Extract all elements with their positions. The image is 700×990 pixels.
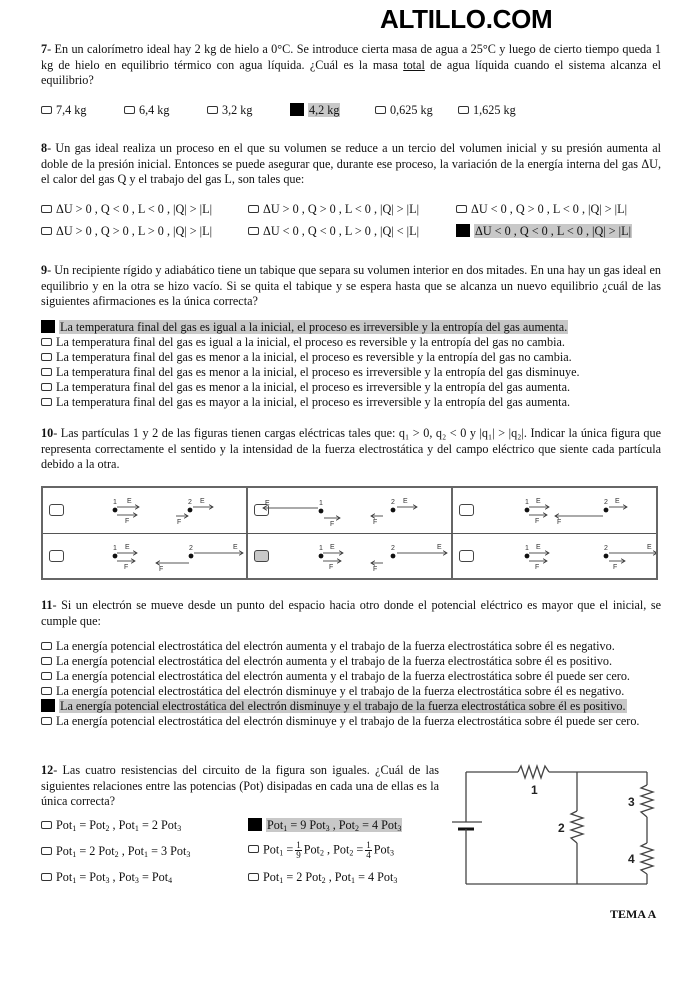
svg-text:F: F	[373, 566, 378, 573]
svg-text:E: E	[200, 498, 205, 505]
q11-option-3[interactable]: La energía potencial electrostática del electrón aumenta y el trabajo de la fuerza electrostática sobre él puede ser cero.	[41, 669, 630, 684]
resistor-3-icon	[641, 785, 653, 817]
svg-text:F: F	[159, 566, 164, 573]
svg-text:1: 1	[319, 500, 323, 507]
checkbox-checked-icon[interactable]	[290, 103, 304, 116]
resistor-2-icon	[571, 811, 583, 843]
q12-option-3[interactable]: Pot$_1$ = 2 Pot$_2$ , Pot$_1$ = 3 Pot$_3$	[41, 844, 190, 859]
q7-option-6[interactable]: 1,625 kg	[458, 103, 516, 118]
q8-option-3[interactable]: ΔU < 0 , Q > 0 , L < 0 , |Q| > |L|	[456, 202, 627, 217]
svg-text:2: 2	[391, 499, 395, 506]
question-9-text: 9- Un recipiente rígido y adiabático tiene un tabique que separa su volumen interior en dos mitades. En una hay un gas ideal en equilibrio y en la otra se hizo vacío. Si se quita el tabique y se espera hasta que se alcanza un nuevo equilibrio ¿cuál de las siguientes afirmaciones es la única correcta?	[41, 263, 662, 308]
q9-option-4[interactable]: La temperatura final del gas es menor a la inicial, el proceso es irreversible y la entropía del gas disminuye.	[41, 365, 580, 380]
checkbox-icon[interactable]	[458, 106, 469, 114]
svg-text:F: F	[535, 518, 540, 525]
checkbox-icon[interactable]	[248, 873, 259, 881]
svg-text:F: F	[177, 519, 182, 526]
svg-text:1: 1	[319, 545, 323, 552]
q7-option-1[interactable]: 7,4 kg	[41, 103, 86, 118]
svg-text:F: F	[329, 564, 334, 571]
question-10-text: 10- Las partículas 1 y 2 de las figuras tienen cargas eléctricas tales que: q₁ > 0, q₂ < 0 y |q₁| > |q₂|. Indicar la única figura que representa correctamente el sentido y la intensidad de la fuerza electrostática y del campo eléctrico que siente cada partícula debido a la otra.	[41, 426, 661, 471]
svg-text:F: F	[373, 519, 378, 526]
svg-text:F: F	[124, 564, 129, 571]
resistor-3-label: 3	[628, 795, 635, 809]
checkbox-checked-icon[interactable]	[456, 224, 470, 237]
svg-text:E: E	[125, 544, 130, 551]
checkbox-icon[interactable]	[248, 227, 259, 235]
q11-option-6[interactable]: La energía potencial electrostática del electrón disminuye y el trabajo de la fuerza electrostática sobre él puede ser cero.	[41, 714, 661, 729]
resistor-4-icon	[641, 843, 653, 874]
checkbox-icon[interactable]	[41, 672, 52, 680]
svg-text:E: E	[536, 498, 541, 505]
resistor-1-label: 1	[531, 783, 538, 797]
q9-option-2[interactable]: La temperatura final del gas es igual a la inicial, el proceso es reversible y la entropía del gas no cambia.	[41, 335, 565, 350]
q9-option-1-selected[interactable]: La temperatura final del gas es igual a la inicial, el proceso es irreversible y la entropía del gas aumenta.	[41, 320, 568, 335]
checkbox-icon[interactable]	[41, 106, 52, 114]
checkbox-icon[interactable]	[41, 687, 52, 695]
q9-option-3[interactable]: La temperatura final del gas es menor a la inicial, el proceso es reversible y la entropía del gas no cambia.	[41, 350, 572, 365]
checkbox-icon[interactable]	[41, 383, 52, 391]
svg-text:E: E	[233, 544, 238, 551]
fraction-one-ninth: $\frac{1}{9}$	[296, 840, 301, 860]
question-12-text: 12- Las cuatro resistencias del circuito de la figura son iguales. ¿Cuál de las siguientes relaciones entre las potencias (Pot) disipadas en cada una de ellas es la única correcta?	[41, 763, 439, 808]
question-8-text: 8- Un gas ideal realiza un proceso en el que su volumen se reduce a un tercio del volumen inicial y su presión aumenta al doble de la presión inicial. Entonces se puede asegurar que, durante ese proceso, la variación de la energía interna del gas ΔU, el calor del gas Q y el trabajo del gas L, son tales que:	[41, 141, 661, 186]
q11-option-4[interactable]: La energía potencial electrostática del electrón disminuye y el trabajo de la fuerza electrostática sobre él es negativo.	[41, 684, 624, 699]
svg-text:2: 2	[604, 499, 608, 506]
q7-option-3[interactable]: 3,2 kg	[207, 103, 252, 118]
q8-option-4[interactable]: ΔU > 0 , Q > 0 , L > 0 , |Q| > |L|	[41, 224, 212, 239]
checkbox-icon[interactable]	[41, 368, 52, 376]
q12-option-4[interactable]: Pot$_1$ = $\frac{1}{9}$ Pot$_2$ , Pot$_2$ = $\frac{1}{4}$ Pot$_3$	[248, 841, 394, 860]
question-7-text: 7- En un calorímetro ideal hay 2 kg de hielo a 0°C. Se introduce cierta masa de agua a 25°C y luego de cierto tiempo queda 1 kg de hielo en equilibrio térmico con agua líquida. ¿Cuál es la masa total de agua líquida cuando el sistema alcanza el equilibrio?	[41, 42, 661, 87]
resistor-4-label: 4	[628, 852, 635, 866]
q10-vector-diagrams	[43, 488, 656, 578]
checkbox-icon[interactable]	[124, 106, 135, 114]
svg-text:1: 1	[525, 545, 529, 552]
svg-text:E: E	[437, 544, 442, 551]
checkbox-icon[interactable]	[207, 106, 218, 114]
checkbox-icon[interactable]	[375, 106, 386, 114]
q8-option-6-selected[interactable]: ΔU < 0 , Q < 0 , L < 0 , |Q| > |L|	[456, 224, 632, 239]
svg-text:F: F	[613, 564, 618, 571]
svg-text:1: 1	[113, 499, 117, 506]
q8-option-5[interactable]: ΔU < 0 , Q < 0 , L > 0 , |Q| < |L|	[248, 224, 419, 239]
svg-text:2: 2	[189, 545, 193, 552]
q7-option-5[interactable]: 0,625 kg	[375, 103, 433, 118]
svg-text:2: 2	[391, 545, 395, 552]
svg-text:2: 2	[188, 499, 192, 506]
checkbox-icon[interactable]	[41, 205, 52, 213]
q11-option-2[interactable]: La energía potencial electrostática del electrón aumenta y el trabajo de la fuerza electrostática sobre él es positivo.	[41, 654, 612, 669]
svg-text:E: E	[536, 544, 541, 551]
q9-option-6[interactable]: La temperatura final del gas es mayor a la inicial, el proceso es irreversible y la entropía del gas aumenta.	[41, 395, 570, 410]
q11-option-1[interactable]: La energía potencial electrostática del electrón aumenta y el trabajo de la fuerza electrostática sobre él es negativo.	[41, 639, 615, 654]
resistor-2-label: 2	[558, 821, 565, 835]
checkbox-checked-icon[interactable]	[41, 320, 55, 333]
checkbox-icon[interactable]	[41, 227, 52, 235]
q8-option-1[interactable]: ΔU > 0 , Q < 0 , L < 0 , |Q| > |L|	[41, 202, 212, 217]
q7-option-2[interactable]: 6,4 kg	[124, 103, 169, 118]
svg-text:2: 2	[604, 545, 608, 552]
q12-option-2-selected[interactable]: Pot$_1$ = 9 Pot$_3$ , Pot$_2$ = 4 Pot$_3$	[248, 818, 402, 833]
checkbox-icon[interactable]	[41, 847, 52, 855]
question-11-text: 11- Si un electrón se mueve desde un punto del espacio hacia otro donde el potencial eléctrico es mayor que el inicial, se cumple que:	[41, 598, 661, 628]
svg-text:F: F	[535, 564, 540, 571]
checkbox-icon[interactable]	[41, 338, 52, 346]
svg-text:1: 1	[113, 545, 117, 552]
svg-text:F: F	[125, 518, 130, 525]
q12-option-6[interactable]: Pot$_1$ = 2 Pot$_2$ , Pot$_1$ = 4 Pot$_3$	[248, 870, 397, 885]
checkbox-icon[interactable]	[41, 717, 52, 725]
checkbox-icon[interactable]	[248, 205, 259, 213]
q12-option-5[interactable]: Pot$_1$ = Pot$_3$ , Pot$_3$ = Pot$_4$	[41, 870, 172, 885]
checkbox-checked-icon[interactable]	[248, 818, 262, 831]
svg-text:F: F	[330, 521, 335, 528]
checkbox-icon[interactable]	[248, 845, 259, 853]
checkbox-icon[interactable]	[41, 353, 52, 361]
svg-text:E: E	[615, 498, 620, 505]
svg-text:E: E	[403, 498, 408, 505]
svg-text:1: 1	[525, 499, 529, 506]
q9-option-5[interactable]: La temperatura final del gas es menor a la inicial, el proceso es irreversible y la entropía del gas aumenta.	[41, 380, 570, 395]
checkbox-icon[interactable]	[41, 398, 52, 406]
q12-option-1[interactable]: Pot$_1$ = Pot$_2$ , Pot$_1$ = 2 Pot$_3$	[41, 818, 181, 833]
fraction-one-fourth: $\frac{1}{4}$	[366, 840, 371, 860]
checkbox-icon[interactable]	[41, 657, 52, 665]
svg-text:E: E	[647, 544, 652, 551]
site-brand: ALTILLO.COM	[380, 4, 553, 34]
checkbox-icon[interactable]	[41, 642, 52, 650]
q8-option-2[interactable]: ΔU > 0 , Q > 0 , L < 0 , |Q| > |L|	[248, 202, 419, 217]
resistor-1-icon	[518, 766, 549, 778]
checkbox-icon[interactable]	[41, 821, 52, 829]
q11-option-5-selected[interactable]: La energía potencial electrostática del electrón disminuye y el trabajo de la fuerza electrostática sobre él es positivo.	[41, 699, 627, 714]
checkbox-icon[interactable]	[41, 873, 52, 881]
svg-text:E: E	[127, 498, 132, 505]
svg-text:E: E	[265, 500, 270, 507]
exam-version-label: TEMA A	[610, 907, 657, 921]
q7-option-4-selected[interactable]: 4,2 kg	[290, 103, 340, 118]
checkbox-checked-icon[interactable]	[41, 699, 55, 712]
svg-text:F: F	[557, 519, 562, 526]
svg-text:E: E	[330, 544, 335, 551]
checkbox-icon[interactable]	[456, 205, 467, 213]
q10-figure-grid	[41, 486, 658, 580]
circuit-diagram	[440, 755, 670, 895]
